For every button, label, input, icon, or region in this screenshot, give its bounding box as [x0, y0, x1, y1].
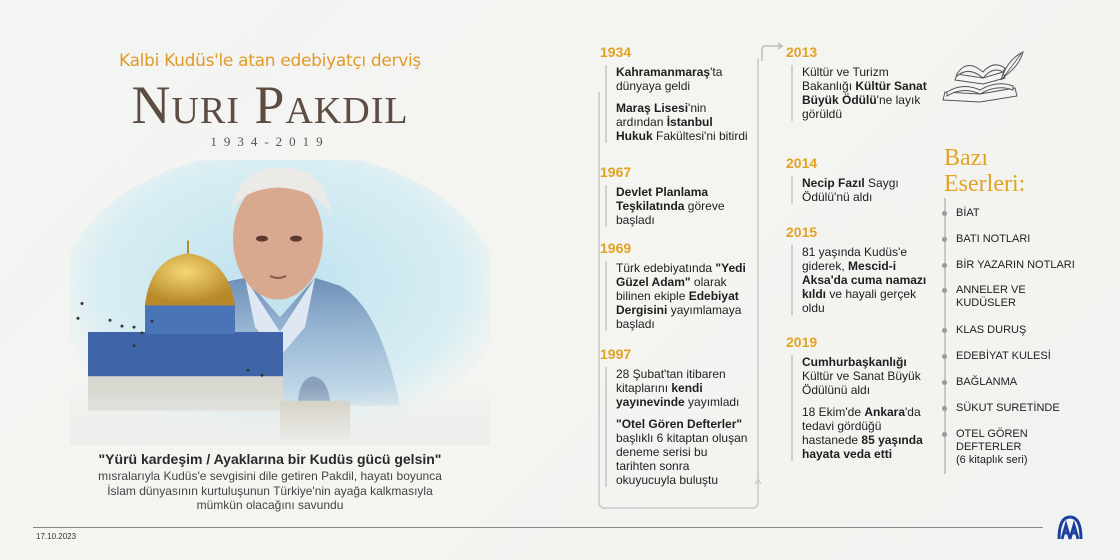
bullet-icon — [942, 211, 947, 216]
timeline-entries — [791, 176, 936, 204]
works-list — [944, 198, 1096, 474]
event-highlight: Cumhurbaşkanlığı — [802, 355, 907, 369]
event-highlight: "Yedi Güzel Adam" — [616, 261, 746, 289]
event-text: Türk edebiyatında — [616, 261, 716, 275]
timeline-year: 2013 — [786, 44, 818, 60]
books-quill-icon — [935, 50, 1030, 110]
work-item — [956, 233, 1096, 246]
work-title: BİR YAZARIN NOTLARI — [956, 259, 1075, 271]
work-title: SÜKUT SURETİNDE — [956, 402, 1060, 414]
bullet-icon — [942, 288, 947, 293]
works-title-line1: Bazı — [944, 145, 988, 171]
event-text: 'da tedavi gördüğü hastanede — [802, 405, 921, 447]
timeline-connector — [597, 52, 762, 512]
aa-logo-icon — [1055, 513, 1085, 541]
event-text: ve hayali gerçek oldu — [802, 287, 917, 315]
life-dates: 1934-2019 — [210, 134, 330, 149]
work-title: BİAT — [956, 207, 980, 219]
timeline-group-2015 — [786, 224, 936, 315]
timeline-year: 2015 — [786, 224, 818, 240]
event-text: 81 yaşında Kudüs'e giderek, — [802, 245, 908, 273]
timeline-event — [802, 405, 936, 461]
event-text: 'ne layık görüldü — [802, 93, 921, 121]
event-highlight: Kahramanmaraş — [616, 65, 711, 79]
timeline-entries — [791, 245, 936, 315]
bullet-icon — [942, 237, 947, 242]
event-text: Saygı Ödülü'nü aldı — [802, 176, 899, 204]
timeline-year: 1967 — [600, 164, 632, 180]
event-highlight: İstanbul Hukuk — [616, 115, 713, 143]
timeline-event — [802, 65, 936, 121]
timeline-group-2013 — [786, 44, 936, 121]
timeline-event — [802, 245, 936, 315]
event-text: 28 Şubat'tan itibaren kitaplarını — [616, 367, 726, 395]
work-item — [956, 350, 1096, 363]
timeline-year: 1934 — [600, 44, 632, 60]
event-highlight: 85 yaşında hayata veda etti — [802, 433, 923, 461]
event-text: 18 Ekim'de — [802, 405, 865, 419]
portrait-collage-image — [70, 160, 490, 445]
timeline-group-2014 — [786, 155, 936, 204]
timeline-event — [802, 176, 936, 204]
work-title: KLAS DURUŞ — [956, 324, 1027, 336]
quote: "Yürü kardeşim / Ayaklarına bir Kudüs gücü gelsin" — [98, 451, 442, 467]
event-text: 'ta dünyaya geldi — [616, 65, 723, 93]
event-highlight: kendi yayınevinde — [616, 381, 703, 409]
footer-date: 17.10.2023 — [36, 532, 77, 541]
timeline-year: 2019 — [786, 334, 818, 350]
work-title: ANNELER VE KUDÜSLER — [956, 284, 1026, 309]
event-text: yayımladı — [684, 395, 740, 409]
event-text: olarak bilinen ekiple — [616, 275, 727, 303]
event-text: göreve başladı — [616, 199, 725, 227]
event-highlight: Devlet Planlama Teşkilatında — [616, 185, 709, 213]
arrow-right-icon — [757, 41, 787, 61]
work-item — [956, 207, 1096, 220]
timeline-entries — [791, 355, 936, 461]
footer-divider — [33, 527, 1043, 528]
event-highlight: Necip Fazıl — [802, 176, 865, 190]
page-title: Nuri Pakdil — [131, 75, 409, 135]
work-note: (6 kitaplık seri) — [956, 454, 1028, 466]
works-title — [944, 145, 1025, 197]
event-text: Kültür ve Turizm Bakanlığı — [802, 65, 889, 93]
event-highlight: Maraş Lisesi — [616, 101, 689, 115]
work-title: EDEBİYAT KULESİ — [956, 350, 1051, 362]
work-item — [956, 259, 1096, 272]
timeline-group-2019 — [786, 334, 936, 461]
event-highlight: Mescid-i Aksa'da cuma namazı kıldı — [802, 259, 927, 301]
timeline-entries — [791, 65, 936, 121]
subtitle: Kalbi Kudüs'le atan edebiyatçı derviş — [119, 51, 421, 71]
quote-description: mısralarıyla Kudüs'e sevgisini dile getiren Pakdil, hayatı boyunca İslam dünyasının kurtuluşunun Türkiye'nin ayağa kalkmasıyla mümkün olacağını savundu — [98, 469, 442, 512]
bullet-icon — [942, 328, 947, 333]
event-text: başlıklı 6 kitaptan oluşan deneme serisi bu tarihten sonra okuyucuyla buluştu — [616, 431, 748, 487]
timeline-event — [802, 355, 936, 397]
work-title: OTEL GÖREN DEFTERLER — [956, 428, 1028, 453]
quote-block — [75, 451, 465, 513]
event-text: yayımlamaya başladı — [616, 303, 742, 331]
timeline-year: 1969 — [600, 240, 632, 256]
event-highlight: Edebiyat Dergisini — [616, 289, 739, 317]
bullet-icon — [942, 432, 947, 437]
work-item — [956, 284, 1096, 310]
work-title: BATI NOTLARI — [956, 233, 1031, 245]
timeline-year: 2014 — [786, 155, 818, 171]
event-text: 'nin ardından — [616, 101, 707, 129]
bullet-icon — [942, 263, 947, 268]
event-highlight: Ankara — [864, 405, 906, 419]
bullet-icon — [942, 354, 947, 359]
work-item — [956, 324, 1096, 337]
work-item — [956, 376, 1096, 389]
bullet-icon — [942, 406, 947, 411]
event-highlight: Kültür Sanat Büyük Ödülü — [802, 79, 927, 107]
work-item — [956, 402, 1096, 415]
event-text: Kültür ve Sanat Büyük Ödülünü aldı — [802, 369, 921, 397]
bullet-icon — [942, 380, 947, 385]
timeline-year: 1997 — [600, 346, 632, 362]
event-text: Fakültesi'ni bitirdi — [652, 129, 748, 143]
work-title: BAĞLANMA — [956, 376, 1018, 388]
works-title-line2: Eserleri: — [944, 171, 1026, 197]
event-highlight: "Otel Gören Defterler" — [616, 417, 743, 431]
work-item — [956, 428, 1096, 467]
